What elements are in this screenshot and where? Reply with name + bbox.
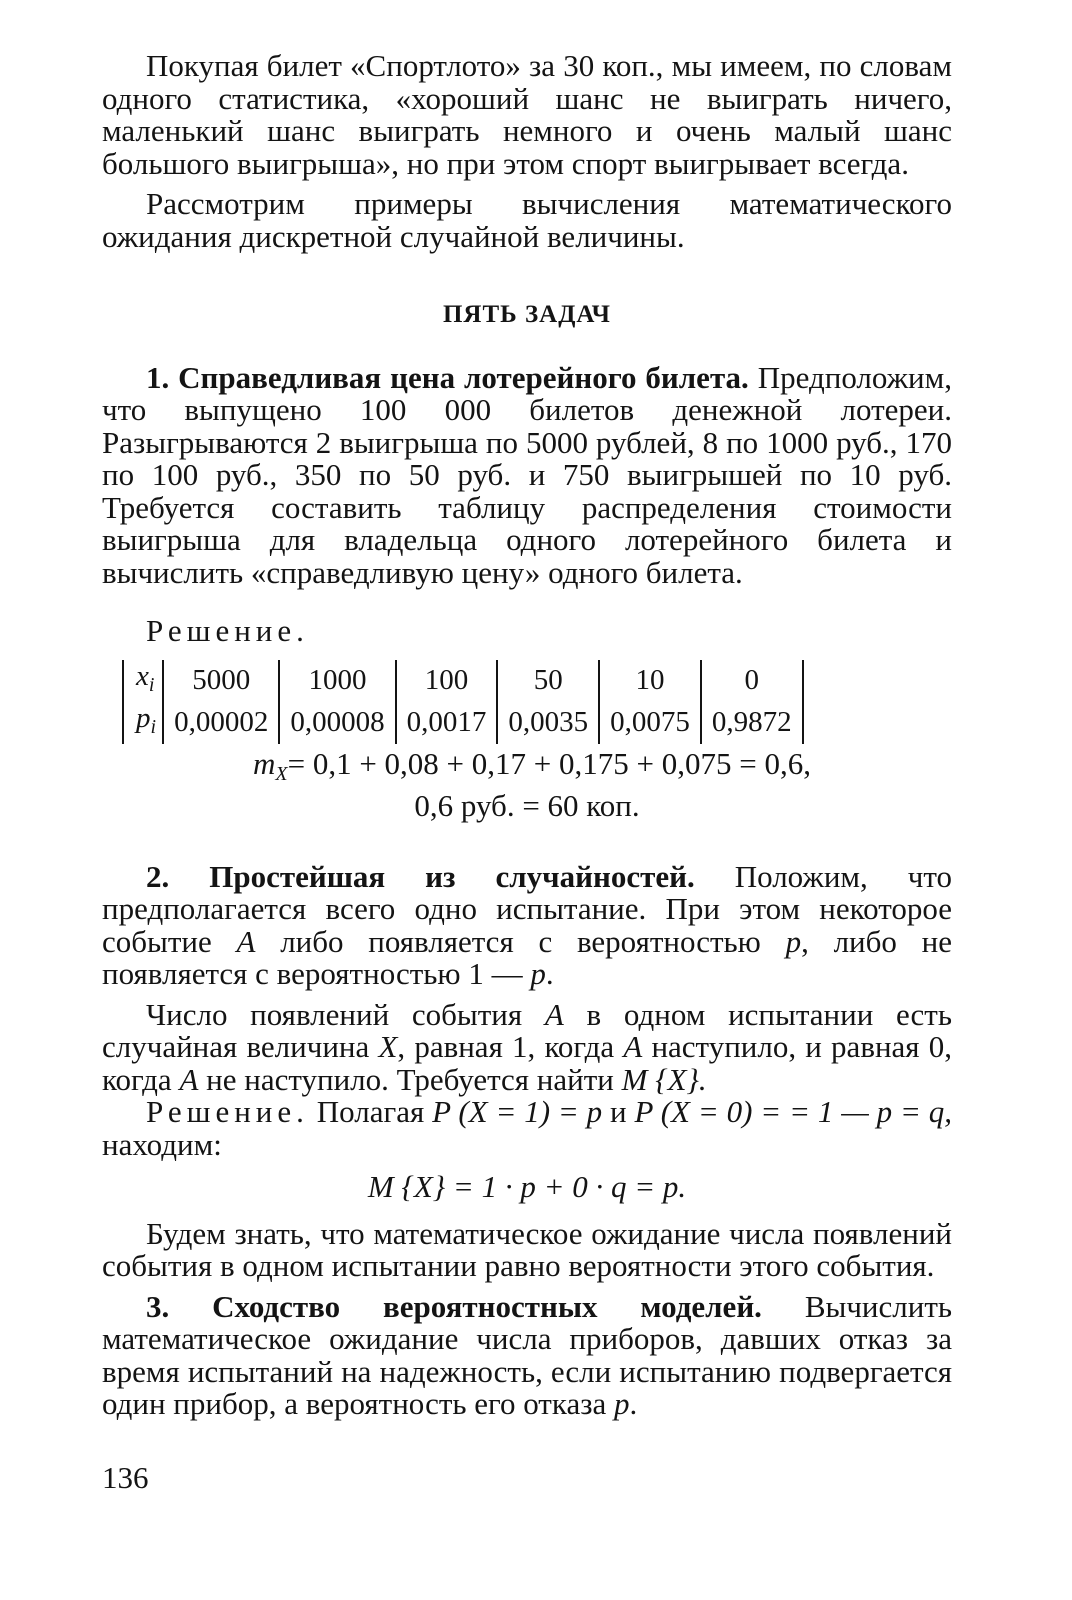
table-cell: 0,0035 bbox=[497, 702, 599, 744]
table-cell: 1000 bbox=[279, 660, 395, 702]
task2-title: 2. Простейшая из случайностей. bbox=[146, 858, 695, 894]
task1-text: Предположим, что выпущено 100 000 билетов денежной лотереи. Разыгрываются 2 выигрыша по 5000 рублей, 8 по 1000 руб., 170 по 100 руб., 350 по 50 руб. и 750 выигрышей по 10 руб. Требуется составить таблицу распределения стоимости выигрыша для владельца одного лотерейного билета и вычислить «справедливую цену» одного билета. bbox=[102, 359, 952, 590]
table-cell: 10 bbox=[599, 660, 701, 702]
table-cell: 5000 bbox=[163, 660, 279, 702]
formula-bernoulli: M {X} = 1 · p + 0 · q = p. bbox=[367, 1169, 687, 1204]
table-cell: 50 bbox=[497, 660, 599, 702]
intro-paragraph-2: Рассмотрим примеры вычисления математического ожидания дискретной случайной величины. bbox=[102, 186, 952, 254]
task3-title: 3. Сходство вероятностных моделей. bbox=[146, 1288, 762, 1324]
table-cell: 0,0075 bbox=[599, 702, 701, 744]
section-heading: ПЯТЬ ЗАДАЧ bbox=[442, 301, 611, 328]
page-number: 136 bbox=[102, 1460, 149, 1495]
table-row-p bbox=[123, 702, 803, 744]
task2-paragraph-2: Число появлений события A в одном испытании есть случайная величина X, равная 1, когда A наступило, и равная 0, когда A не наступило. Требуется найти M {X}. bbox=[102, 996, 952, 1097]
formula-expectation: $m_X= 0,1 + 0,08 + 0,17 + 0,175 + 0,075 = 0,6$, bbox=[252, 745, 811, 785]
table-cell: 0,0017 bbox=[396, 702, 498, 744]
task1-paragraph bbox=[102, 359, 952, 590]
task2-conclusion: Будем знать, что математическое ожидание числа появлений события в одном испытании равно вероятности этого события. bbox=[102, 1215, 952, 1283]
table-row-x bbox=[123, 660, 803, 702]
table-cell: 0,9872 bbox=[701, 702, 803, 744]
table-cell: 0,00002 bbox=[163, 702, 279, 744]
table-header-x: $x_i$ bbox=[123, 660, 163, 702]
table-header-p: $p_i$ bbox=[123, 702, 163, 744]
task1-solution-label: Решение. bbox=[146, 613, 309, 648]
task3-paragraph: 3. Сходство вероятностных моделей. Вычислить математическое ожидание числа приборов, давших отказ за время испытаний на надежность, если испытанию подвергается один прибор, а вероятность его отказа p. bbox=[102, 1288, 953, 1421]
table-cell: 100 bbox=[396, 660, 498, 702]
page-body bbox=[102, 50, 952, 1421]
intro-paragraph-1: Покупая билет «Спортлото» за 30 коп., мы имеем, по словам одного статистика, «хороший шанс не выиграть ничего, маленький шанс выиграть немного и очень малый шанс большого выигрыша», но при этом спорт выигрывает всегда. bbox=[102, 48, 952, 181]
table-cell: 0,00008 bbox=[279, 702, 395, 744]
formula-price: 0,6 руб. = 60 коп. bbox=[414, 788, 640, 823]
table-cell: 0 bbox=[701, 660, 803, 702]
task1-title: 1. Справедливая цена лотерейного билета. bbox=[146, 359, 749, 395]
distribution-table bbox=[122, 660, 804, 744]
task2-paragraph: 2. Простейшая из случайностей. Положим, что предполагается всего одно испытание. При этом некоторое событие A либо появляется с вероятностью p, либо не появляется с вероятностью 1 — p. bbox=[102, 858, 953, 991]
task2-solution: Решение. Полагая P (X = 1) = p и P (X = 0) = = 1 — p = q, находим: bbox=[102, 1094, 953, 1162]
